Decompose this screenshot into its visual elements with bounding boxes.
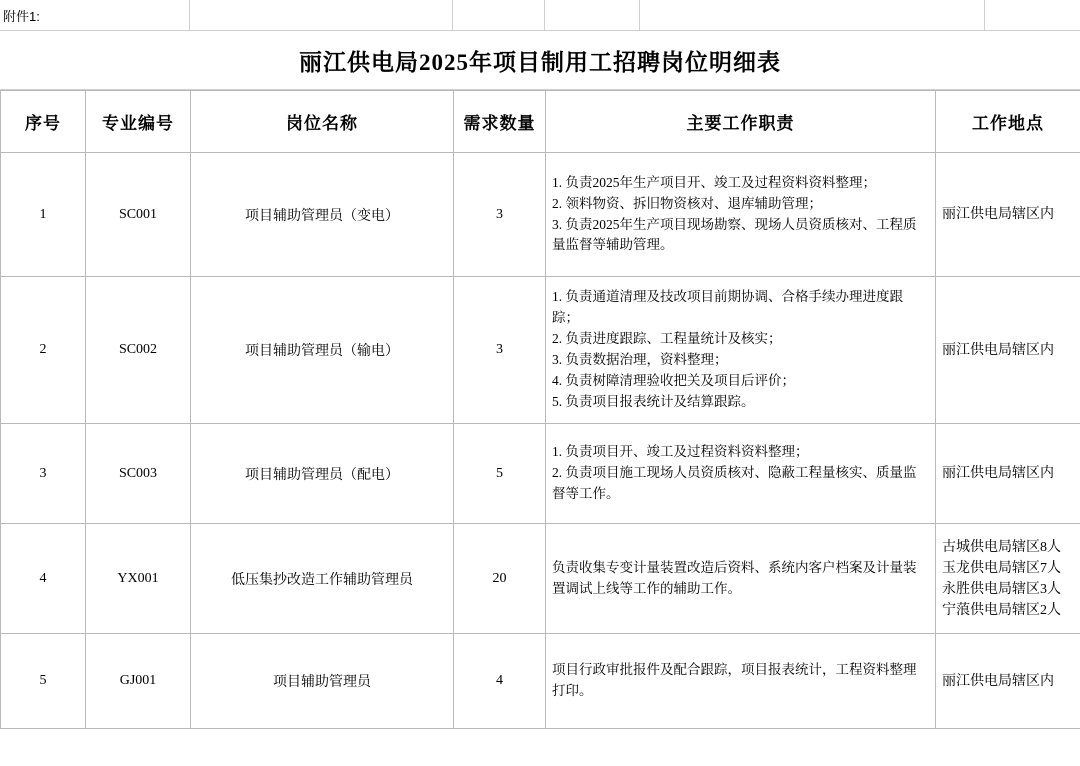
duty-line: 2. 负责进度跟踪、工程量统计及核实； bbox=[552, 331, 782, 347]
table-row bbox=[1, 153, 1080, 277]
location-line: 玉龙供电局辖区7人 bbox=[942, 560, 1061, 576]
table-row bbox=[1, 634, 1080, 729]
cell-index: 2 bbox=[1, 277, 86, 424]
column-header-location: 工作地点 bbox=[936, 91, 1080, 153]
cell-location bbox=[936, 524, 1080, 634]
cell-quantity: 20 bbox=[454, 524, 546, 634]
cell-duties bbox=[546, 277, 936, 424]
cell-index: 3 bbox=[1, 424, 86, 524]
cell-duties bbox=[546, 524, 936, 634]
cell-duties bbox=[546, 424, 936, 524]
cell-code: GJ001 bbox=[86, 634, 191, 729]
attachment-spacer-4 bbox=[545, 0, 640, 30]
duty-line: 项目行政审批报件及配合跟踪，项目报表统计，工程资料整理打印。 bbox=[552, 662, 917, 698]
table-row bbox=[1, 277, 1080, 424]
title-row bbox=[0, 31, 1080, 90]
cell-quantity: 3 bbox=[454, 277, 546, 424]
duty-line: 2. 负责项目施工现场人员资质核对、隐蔽工程量核实、质量监督等工作。 bbox=[552, 465, 917, 501]
attachment-spacer-2 bbox=[190, 0, 453, 30]
column-header-index: 序号 bbox=[1, 91, 86, 153]
duty-line: 2. 领料物资、拆旧物资核对、退库辅助管理； bbox=[552, 195, 822, 211]
column-header-code: 专业编号 bbox=[86, 91, 191, 153]
duty-line: 1. 负责2025年生产项目开、竣工及过程资料资料整理； bbox=[552, 174, 876, 190]
cell-code: SC001 bbox=[86, 153, 191, 277]
attachment-spacer-3 bbox=[453, 0, 545, 30]
duty-line: 1. 负责项目开、竣工及过程资料资料整理； bbox=[552, 444, 809, 460]
attachment-row bbox=[0, 0, 1080, 31]
cell-position: 项目辅助管理员（输电） bbox=[191, 277, 454, 424]
positions-table bbox=[0, 90, 1080, 729]
duty-line: 4. 负责树障清理验收把关及项目后评价； bbox=[552, 372, 795, 388]
cell-position: 项目辅助管理员（变电） bbox=[191, 153, 454, 277]
location-line: 永胜供电局辖区3人 bbox=[942, 581, 1061, 597]
attachment-spacer-6 bbox=[985, 0, 1080, 30]
column-header-position: 岗位名称 bbox=[191, 91, 454, 153]
location-line: 丽江供电局辖区内 bbox=[942, 342, 1054, 358]
cell-quantity: 5 bbox=[454, 424, 546, 524]
column-header-quantity: 需求数量 bbox=[454, 91, 546, 153]
location-line: 丽江供电局辖区内 bbox=[942, 466, 1054, 481]
cell-index: 1 bbox=[1, 153, 86, 277]
location-line: 宁蒗供电局辖区2人 bbox=[942, 602, 1061, 618]
cell-code: YX001 bbox=[86, 524, 191, 634]
attachment-label: 附件1: bbox=[0, 0, 190, 30]
column-header-duties: 主要工作职责 bbox=[546, 91, 936, 153]
cell-duties bbox=[546, 634, 936, 729]
duty-line: 5. 负责项目报表统计及结算跟踪。 bbox=[552, 393, 755, 409]
cell-position: 低压集抄改造工作辅助管理员 bbox=[191, 524, 454, 634]
location-line: 丽江供电局辖区内 bbox=[942, 673, 1054, 689]
table-header-row bbox=[1, 91, 1080, 153]
cell-position: 项目辅助管理员 bbox=[191, 634, 454, 729]
cell-index: 5 bbox=[1, 634, 86, 729]
location-line: 古城供电局辖区8人 bbox=[942, 539, 1061, 555]
cell-location bbox=[936, 424, 1080, 524]
duty-line: 3. 负责2025年生产项目现场勘察、现场人员资质核对、工程质量监督等辅助管理。 bbox=[552, 216, 917, 253]
duty-line: 负责收集专变计量装置改造后资料、系统内客户档案及计量装置调试上线等工作的辅助工作。 bbox=[552, 559, 917, 596]
attachment-spacer-5 bbox=[640, 0, 985, 30]
duty-line: 1. 负责通道清理及技改项目前期协调、合格手续办理进度跟踪； bbox=[552, 289, 903, 326]
duty-line: 3. 负责数据治理，资料整理； bbox=[552, 352, 728, 367]
page-title: 丽江供电局2025年项目制用工招聘岗位明细表 bbox=[299, 49, 781, 75]
cell-code: SC003 bbox=[86, 424, 191, 524]
cell-code: SC002 bbox=[86, 277, 191, 424]
table-row bbox=[1, 524, 1080, 634]
cell-location bbox=[936, 153, 1080, 277]
location-line: 丽江供电局辖区内 bbox=[942, 207, 1054, 222]
cell-quantity: 3 bbox=[454, 153, 546, 277]
cell-position: 项目辅助管理员（配电） bbox=[191, 424, 454, 524]
cell-quantity: 4 bbox=[454, 634, 546, 729]
cell-location bbox=[936, 277, 1080, 424]
table-row bbox=[1, 424, 1080, 524]
cell-index: 4 bbox=[1, 524, 86, 634]
cell-location bbox=[936, 634, 1080, 729]
cell-duties bbox=[546, 153, 936, 277]
